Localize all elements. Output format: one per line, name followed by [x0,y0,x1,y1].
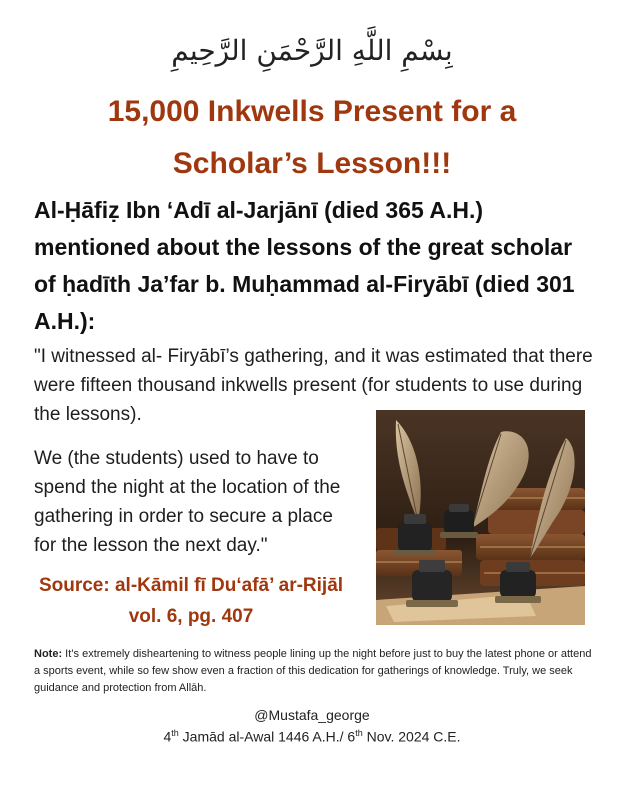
date-hijri-day: 4 [163,728,172,745]
note-text: It’s extremely disheartening to witness people lining up the night before just to buy the latest phone or attend a sports event, while so few show even a fraction of this dedication for gatherings of knowledge. Truly, we seek guidance and protection from Allāh. [34,648,592,694]
date-hijri: Jamād al-Awal 1446 A.H./ [178,728,348,745]
quote-part-1: "I witnessed al- Firyābī’s gathering, and it was estimated that there were fifteen thousand inkwells present (for students to use during the lessons). [34,346,593,425]
title-line-1: 15,000 Inkwells Present for a [107,95,517,128]
date-gregorian: Nov. 2024 C.E. [362,728,461,745]
quill-inkwell-books-illustration [376,410,585,625]
source-line-1: Source: al-Kāmil fī Du‘afā’ ar-Rijāl [38,575,344,596]
page-title [20,86,604,190]
quote-part-2: We (the students) used to have to spend the night at the location of the gathering in order to secure a place for the lesson the next day." [34,448,341,556]
note-label: Note: [34,648,63,660]
note-paragraph [34,646,594,697]
date-greg-day: 6 [347,728,356,745]
source-citation [36,570,346,632]
source-line-2: vol. 6, pg. 407 [128,606,254,627]
author-handle: @Mustafa_george [254,707,370,723]
title-line-2: Scholar’s Lesson!!! [172,147,452,180]
date-greg-suffix: th [355,728,363,738]
basmala-calligraphy: بِسْمِ اللَّهِ الرَّحْمَنِ الرَّحِيمِ [171,34,453,67]
intro-paragraph: Al-Ḥāfiẓ Ibn ‘Adī al-Jarjānī (died 365 A.H.) mentioned about the lessons of the great scholar of ḥadīth Ja’far b. Muḥammad al-Firyābī (died 301 A.H.): [34,197,575,334]
date-line [0,728,624,745]
date-hijri-suffix: th [171,728,179,738]
